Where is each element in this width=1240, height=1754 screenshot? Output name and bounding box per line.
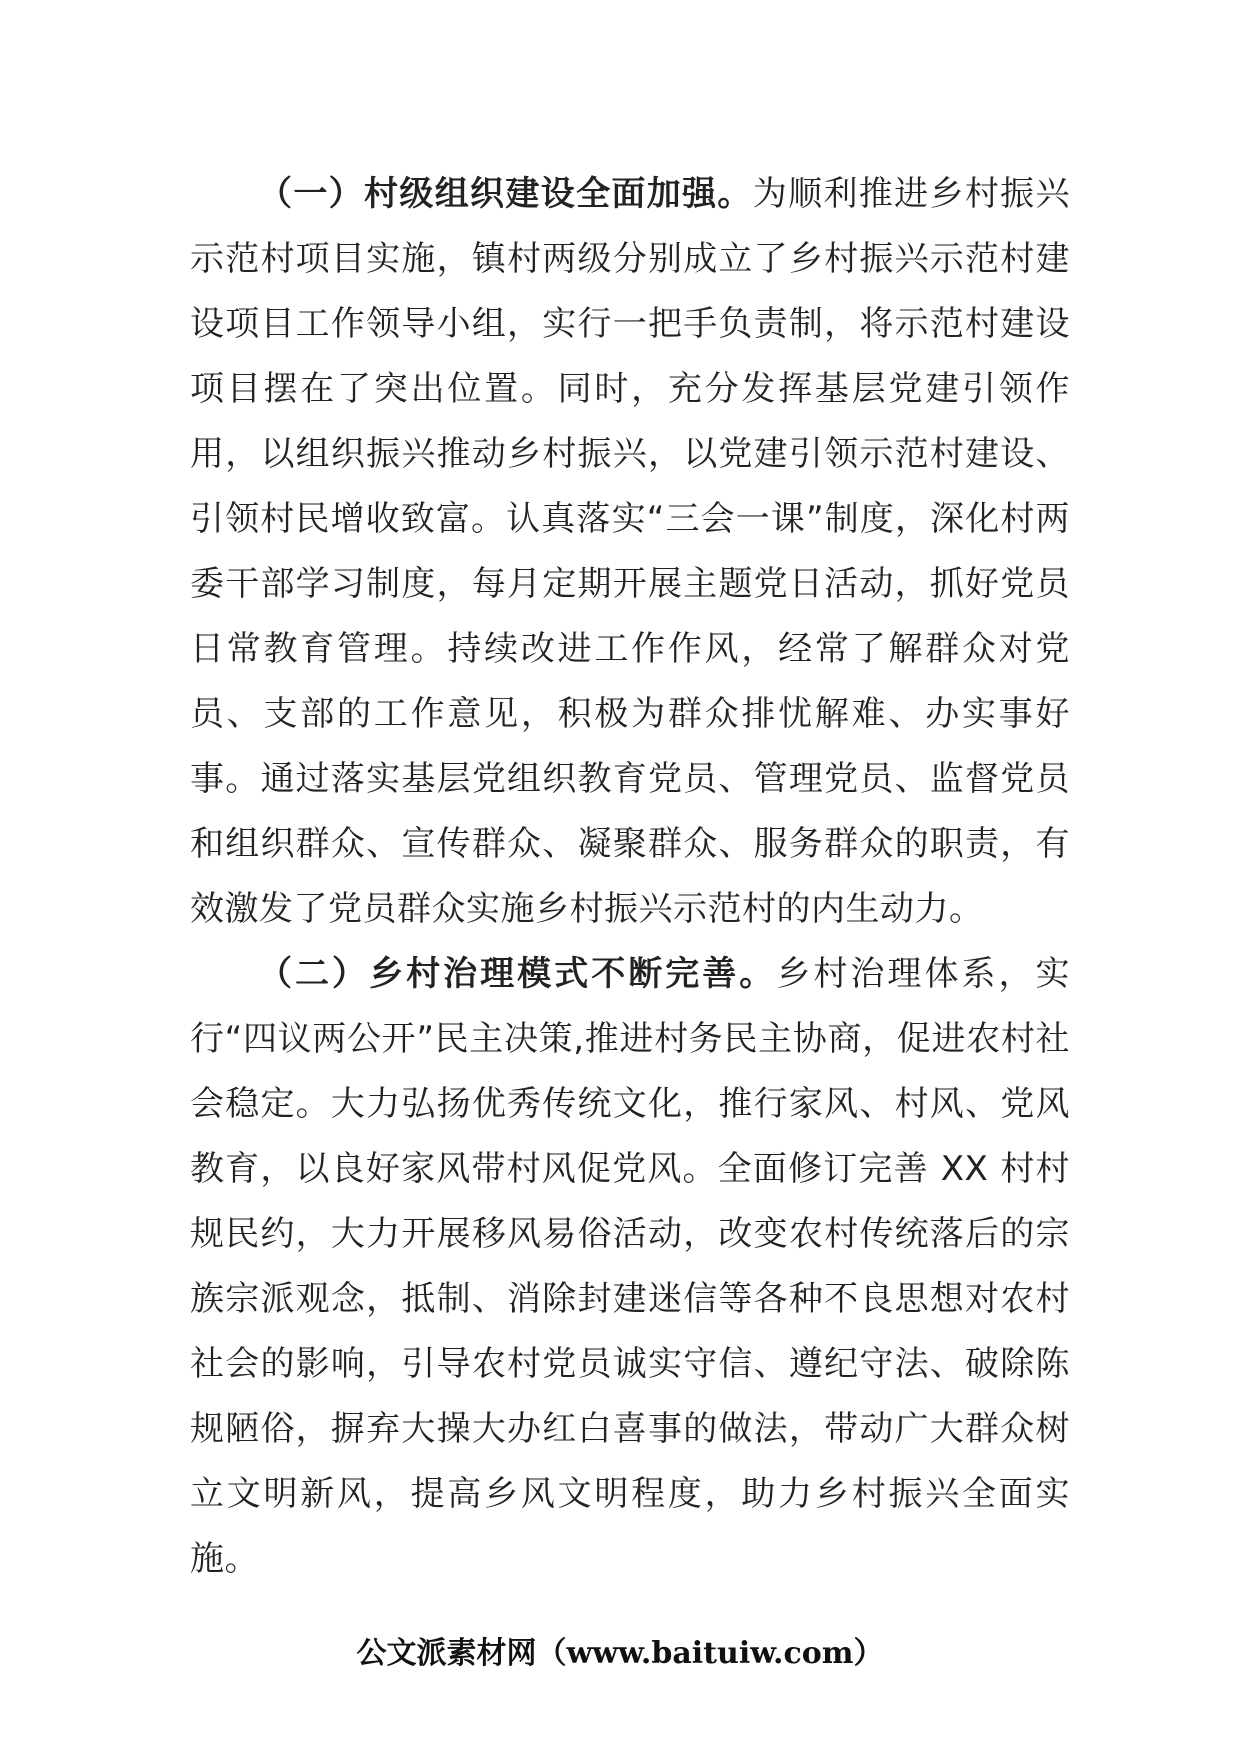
paragraph-2 (190, 942, 1070, 1592)
paragraph-1-heading: （一）村级组织建设全面加强。 (258, 174, 753, 214)
paragraph-1-text: 为顺利推进乡村振兴示范村项目实施，镇村两级分别成立了乡村振兴示范村建设项目工作领导小组，实行一把手负责制，将示范村建设项目摆在了突出位置。同时，充分发挥基层党建引领作用，以组织振兴推动乡村振兴，以党建引领示范村建设、引领村民增收致富。认真落实“三会一课”制度，深化村两委干部学习制度，每月定期开展主题党日活动，抓好党员日常教育管理。持续改进工作作风，经常了解群众对党员、支部的工作意见，积极为群众排忧解难、办实事好事。通过落实基层党组织教育党员、管理党员、监督党员和组织群众、宣传群众、凝聚群众、服务群众的职责，有效激发了党员群众实施乡村振兴示范村的内生动力。 (190, 174, 1071, 929)
paragraph-2-heading: （二）乡村治理模式不断完善。 (258, 954, 777, 994)
paragraph-2-text: 乡村治理体系，实行“四议两公开”民主决策,推进村务民主协商，促进农村社会稳定。大力弘扬优秀传统文化，推行家风、村风、党风教育，以良好家风带村风促党风。全面修订完善 XX 村村规民约，大力开展移风易俗活动，改变农村传统落后的宗族宗派观念，抵制、消除封建迷信等各种不良思想对农村社会的影响，引导农村党员诚实守信、遵纪守法、破除陈规陋俗，摒弃大操大办红白喜事的做法，带动广大群众树立文明新风，提高乡风文明程度，助力乡村振兴全面实施。 (190, 954, 1071, 1579)
document-body (190, 162, 1070, 1592)
footer-watermark: 公文派素材网（www.baituiw.com） (356, 1636, 884, 1671)
paragraph-1 (190, 162, 1070, 942)
